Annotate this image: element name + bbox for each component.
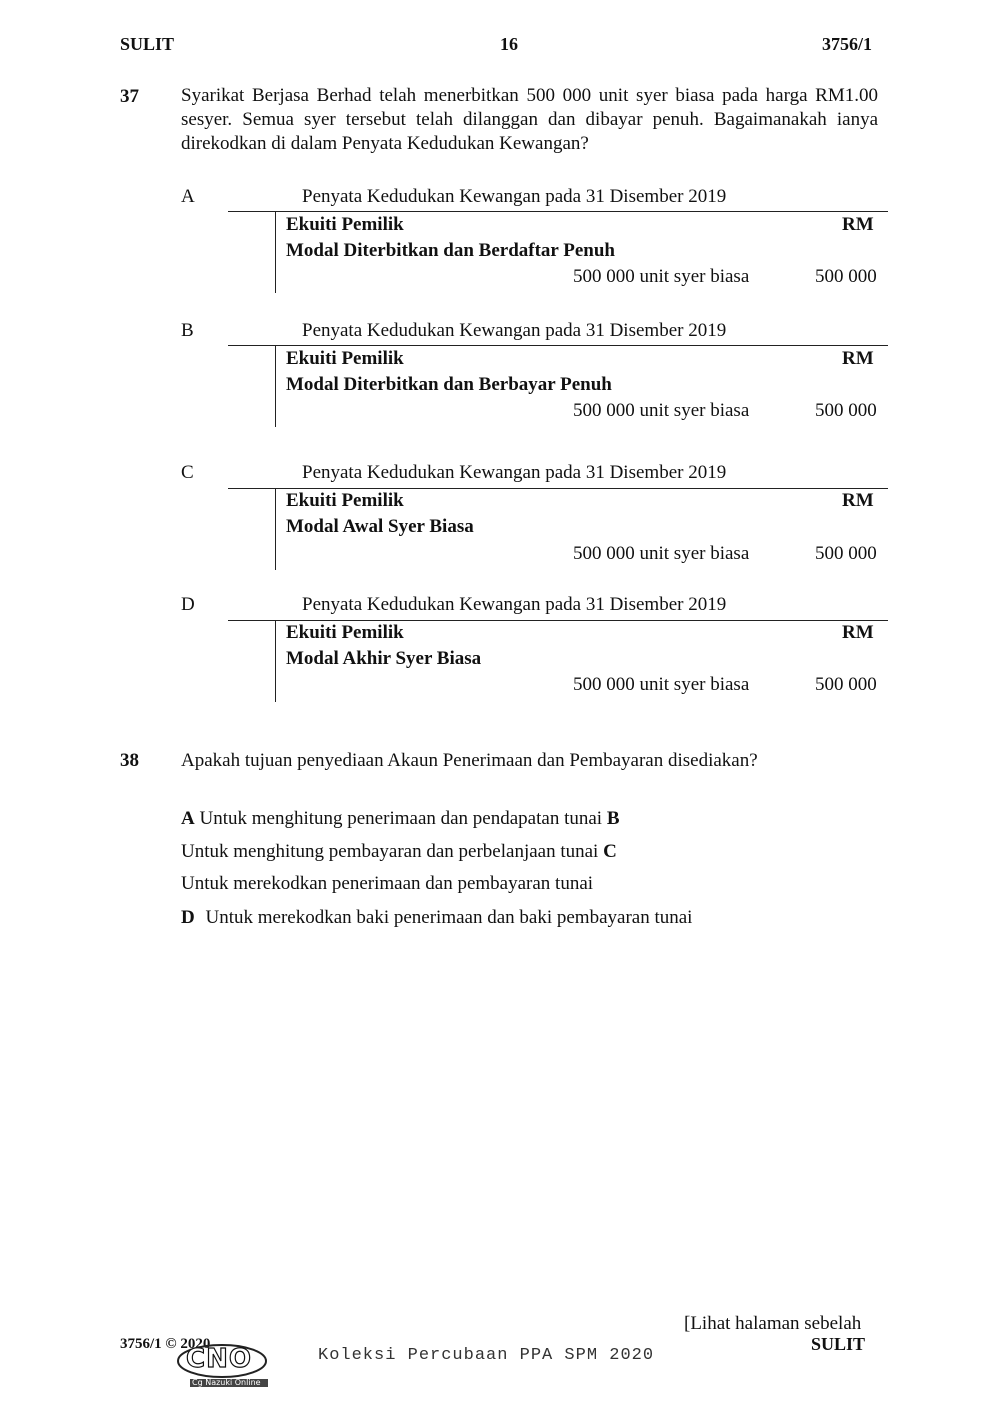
amount-value: 500 000 [815,266,877,287]
currency-heading: RM [842,214,874,235]
shares-label: 500 000 unit syer biasa [573,266,750,287]
option-b-letter: B [606,808,620,829]
option-letter: A [181,186,195,207]
footer-code: 3756/1 © 2020 [120,1336,211,1352]
statement-rule [228,620,888,621]
option-a-text: Untuk menghitung penerimaan dan pendapatan tunai [199,808,603,829]
option-letter: B [181,320,194,341]
option-letter: D [181,594,195,615]
currency-heading: RM [842,490,874,511]
equity-heading: Ekuiti Pemilik [286,490,404,511]
collection-label: Koleksi Percubaan PPA SPM 2020 [318,1346,655,1365]
statement-column-line [275,212,276,293]
option-a-letter: A [181,808,195,829]
statement-title: Penyata Kedudukan Kewangan pada 31 Disember 2019 [302,462,727,483]
statement-rule [228,211,888,212]
option-letter: C [181,462,194,483]
statement-rule [228,345,888,346]
amount-value: 500 000 [815,400,877,421]
statement-title: Penyata Kedudukan Kewangan pada 31 Disember 2019 [302,594,727,615]
question-38-text: Apakah tujuan penyediaan Akaun Penerimaan dan Pembayaran disediakan? [181,750,758,771]
equity-heading: Ekuiti Pemilik [286,214,404,235]
q38-line-4[interactable] [181,907,692,929]
currency-heading: RM [842,622,874,643]
shares-label: 500 000 unit syer biasa [573,400,750,421]
statement-column-line [275,621,276,702]
paper-code: 3756/1 [822,34,873,54]
capital-label: Modal Awal Syer Biasa [286,516,474,537]
question-38-number: 38 [120,750,139,771]
statement-column-line [275,346,276,427]
amount-value: 500 000 [815,543,877,564]
equity-heading: Ekuiti Pemilik [286,622,404,643]
capital-label: Modal Akhir Syer Biasa [286,648,482,669]
option-c-text[interactable]: Untuk merekodkan penerimaan dan pembayaran tunai [181,873,594,894]
next-page-note: [Lihat halaman sebelah [684,1313,862,1334]
logo-text: CNO [186,1344,252,1374]
statement-title: Penyata Kedudukan Kewangan pada 31 Disember 2019 [302,186,727,207]
footer-sulit: SULIT [811,1334,866,1354]
capital-label: Modal Diterbitkan dan Berdaftar Penuh [286,240,616,261]
shares-label: 500 000 unit syer biasa [573,674,750,695]
equity-heading: Ekuiti Pemilik [286,348,404,369]
header-left: SULIT [120,34,175,54]
shares-label: 500 000 unit syer biasa [573,543,750,564]
option-c-letter: C [603,841,617,862]
currency-heading: RM [842,348,874,369]
option-b-text: Untuk menghitung pembayaran dan perbelanjaan tunai [181,841,599,862]
question-37-text: Syarikat Berjasa Berhad telah menerbitkan 500 000 unit syer biasa pada harga RM1.00 sesyer. Semua syer tersebut telah dilanggan dan dibayar penuh. Bagaimanakah ianya direkodkan di dalam Penyata Kedudukan Kewangan? [181,85,878,154]
statement-rule [228,488,888,489]
page-number: 16 [500,34,518,54]
capital-label: Modal Diterbitkan dan Berbayar Penuh [286,374,612,395]
option-d-text: Untuk merekodkan baki penerimaan dan baki pembayaran tunai [205,907,693,928]
amount-value: 500 000 [815,674,877,695]
statement-column-line [275,489,276,570]
logo-subtext: Cg Nazuki Online [192,1378,261,1387]
q38-line-1[interactable] [181,808,620,830]
question-37-number: 37 [120,86,139,107]
q38-line-2[interactable] [181,841,617,863]
statement-title: Penyata Kedudukan Kewangan pada 31 Disember 2019 [302,320,727,341]
option-d-letter: D [181,907,195,928]
